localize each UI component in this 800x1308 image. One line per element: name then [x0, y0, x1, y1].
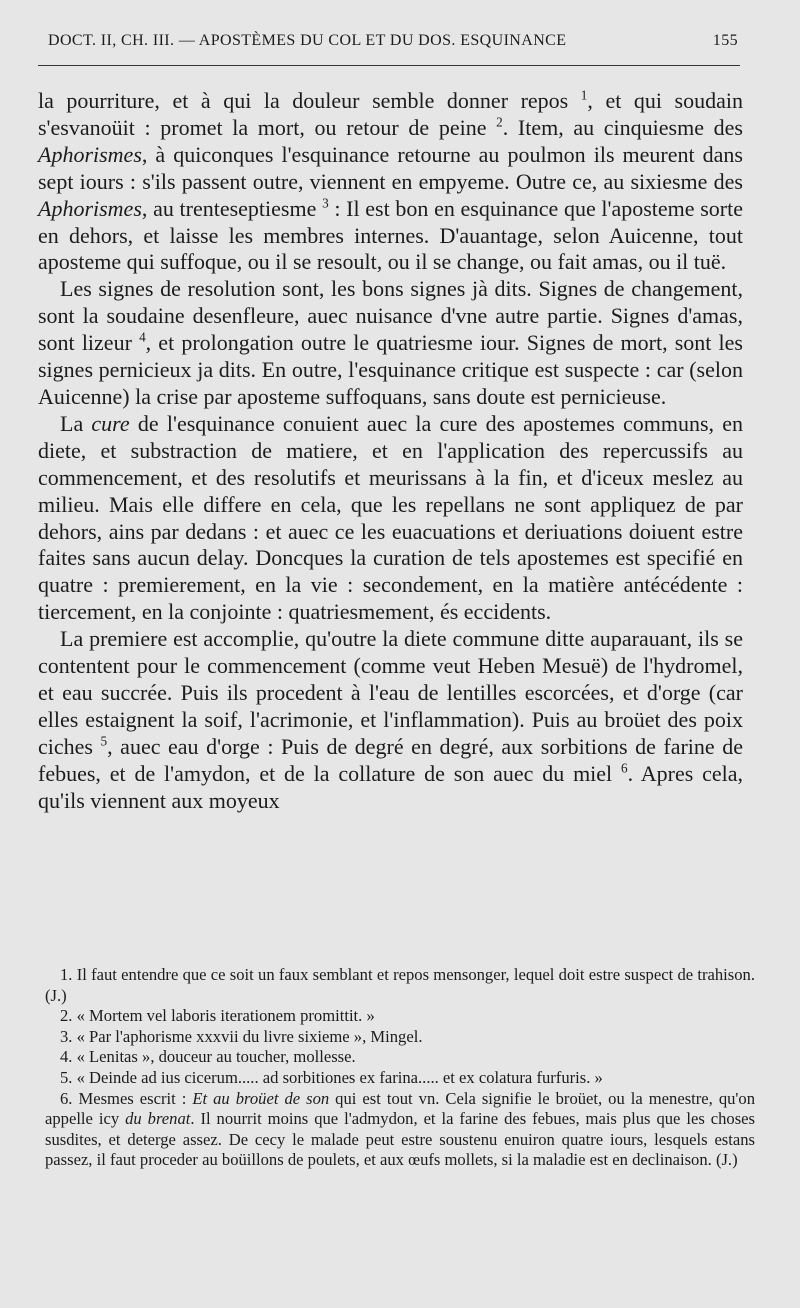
text-run: 2. « Mortem vel laboris iterationem promittit. » [60, 1006, 375, 1026]
italic-text: Aphorismes [38, 195, 142, 221]
footnote-ref: 2 [496, 114, 503, 130]
header-rule [38, 65, 740, 66]
text-run: , au trenteseptiesme [141, 195, 323, 221]
paragraph [38, 411, 743, 626]
footnote [45, 1006, 755, 1027]
text-run: La [60, 410, 92, 436]
text-run: 6. Mesmes escrit : [60, 1088, 193, 1108]
text-run: , à quiconques l'esquinance retourne au poulmon ils meurent dans sept iours : s'ils passent outre, viennent en empyeme. Outre ce, au sixiesme des [38, 141, 743, 194]
footnote [45, 1027, 755, 1048]
text-run: la pourriture, et à qui la douleur semble donner repos [38, 88, 581, 113]
footnote-ref: 6 [621, 760, 628, 776]
main-text [38, 88, 743, 814]
text-run: : Il est bon en esquinance que l'aposteme sorte en dehors, et laisse les membres internes. D'auantage, selon Auicenne, tout aposteme qui suffoque, ou il se resoult, ou il se change, ou fait amas, ou il tuë. [38, 195, 744, 275]
footnote [45, 1089, 755, 1171]
footnotes [45, 965, 755, 1171]
text-run: , auec eau d'orge : Puis de degré en degré, aux sorbitions de farine de febues, et de l'amydon, et de la collature de son auec du miel [38, 733, 743, 786]
footnote [45, 1068, 755, 1089]
text-run: 1. Il faut entendre que ce soit un faux semblant et repos mensonger, lequel doit estre suspect de trahison. (J.) [45, 965, 755, 1005]
paragraph [38, 276, 743, 411]
text-run: . Apres cela, qu'ils viennent aux moyeux [38, 760, 744, 813]
text-run: qui est tout vn. Cela signifie le broüet, ou la menestre, qu'on appelle icy [45, 1088, 755, 1129]
page-number: 155 [712, 32, 738, 49]
paragraph [38, 88, 743, 276]
text-run: , et prolongation outre le quatriesme iour. Signes de mort, sont les signes pernicieux ja dits. En outre, l'esquinance critique est suspecte : car (selon Auicenne) la crise par aposteme suffoquans, sans doute est pernicieuse. [38, 330, 743, 409]
footnote-ref: 1 [580, 87, 588, 103]
text-run: . Item, au cinquiesme des [502, 114, 743, 140]
footnote-ref: 5 [100, 733, 108, 749]
footnote [45, 1047, 755, 1068]
footnote-ref: 4 [139, 329, 146, 345]
text-run: La premiere est accomplie, qu'outre la diete commune ditte auparauant, ils se contentent pour le commencement (comme veut Heben Mesuë) de l'hydromel, et eau succrée. Puis ils procedent à l'eau de lentilles escorcées, et d'orge (car elles estaignent la soif, l'acrimonie, et l'inflammation). Puis au broüet des poix ciches [38, 626, 743, 759]
text-run: . Il nourrit moins que l'admydon, et la farine des febues, mais plus que les choses susdites, et deterge assez. De cecy le malade peut estre soustenu enuiron quatre iours, lesquels estans passez, il faut proceder au boüillons de poulets, et aux œufs mollets, si la maladie est en declinaison. (J.) [45, 1109, 755, 1170]
text-run: Les signes de resolution sont, les bons signes jà dits. Signes de changement, sont la soudaine desenfleure, auec nuisance d'vne autre partie. Signes d'amas, sont lizeur [38, 276, 743, 356]
italic-text: Et au broüet de son [192, 1088, 330, 1108]
italic-text: cure [91, 410, 130, 436]
paragraph [38, 626, 743, 814]
text-run: , et qui soudain s'esvanoüit : promet la mort, ou retour de peine [38, 88, 743, 140]
text-run: 4. « Lenitas », douceur au toucher, mollesse. [60, 1047, 356, 1067]
text-run: 3. « Par l'aphorisme xxxvii du livre sixieme », Mingel. [60, 1026, 423, 1046]
text-run: de l'esquinance conuient auec la cure des apostemes communs, en diete, et substraction de matiere, et en l'application des repercussifs au commencement, et des resolutifs et meurissans à la fin, et d'iceux meslez au milieu. Mais elle differe en cela, que les repellans ne sont appliquez de par dehors, ains par dedans : et auec ce les euacuations et deriuations doiuent estre faites sans aucun delay. Doncques la curation de tels apostemes est specifié en quatre : premierement, en la vie : secondement, en la matière antécédente : tiercement, en la conjointe : quatriesmement, és eccidents. [38, 410, 743, 625]
running-title: DOCT. II, CH. III. — APOSTÈMES DU COL ET DU DOS. ESQUINANCE [48, 32, 567, 49]
italic-text: du brenat [125, 1109, 191, 1129]
footnote [45, 965, 755, 1006]
footnote-ref: 3 [322, 195, 329, 211]
text-run: 5. « Deinde ad ius cicerum..... ad sorbitiones ex farina..... et ex colatura furfuris. » [60, 1067, 603, 1087]
running-header [48, 32, 738, 50]
italic-text: Aphorismes [38, 141, 142, 167]
